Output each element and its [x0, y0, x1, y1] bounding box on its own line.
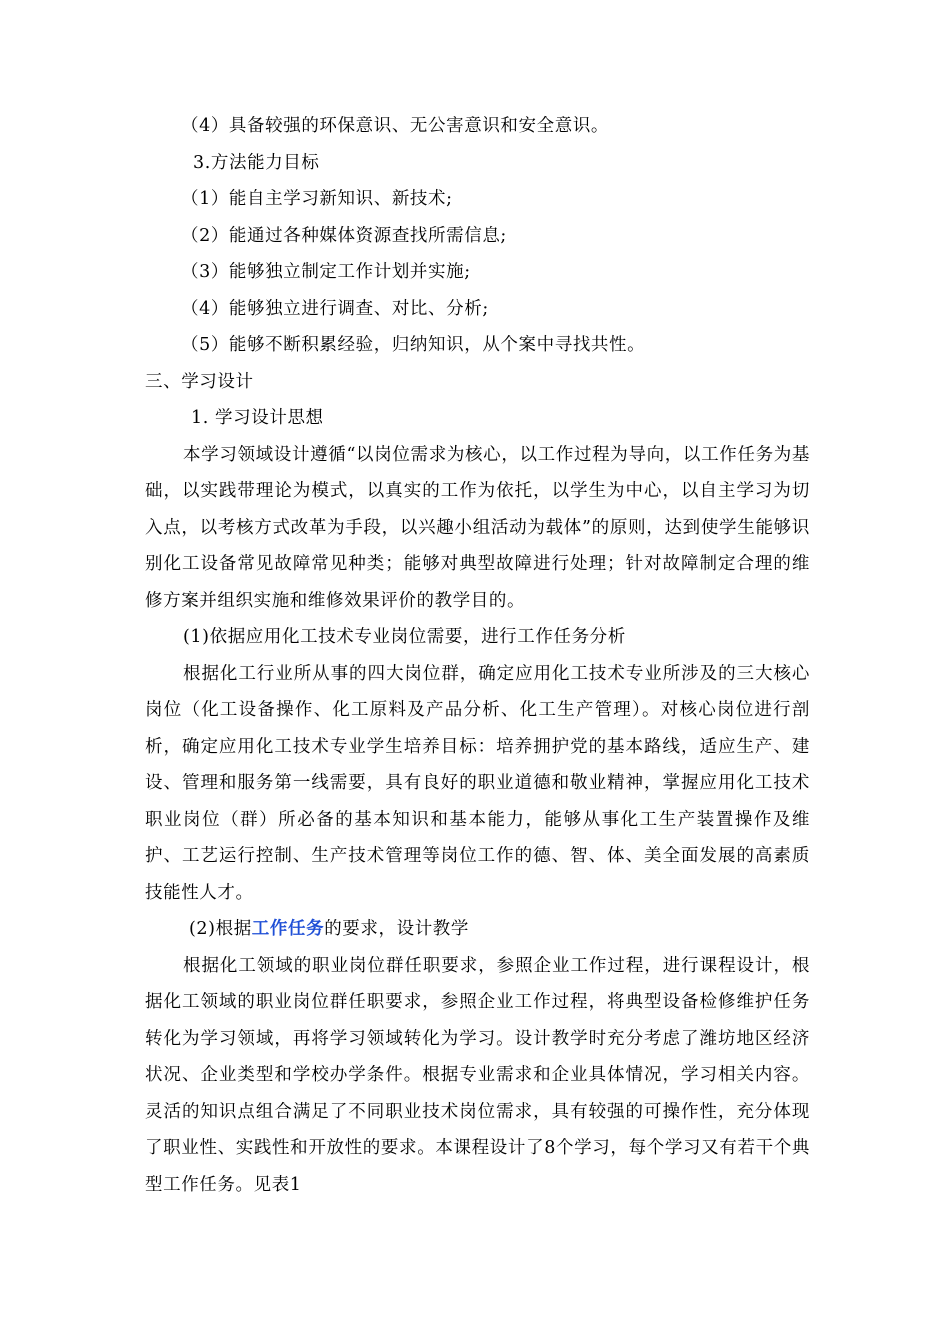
- attitude-item-4: （4）具备较强的环保意识、无公害意识和安全意识。: [181, 116, 610, 136]
- work-task-link[interactable]: 工作任务: [251, 919, 325, 939]
- method-item-5: （5）能够不断积累经验，归纳知识，从个案中寻找共性。: [181, 335, 646, 355]
- document-body: [145, 108, 810, 1203]
- subheading-suffix: 的要求，设计教学: [324, 919, 470, 939]
- method-item-1: （1）能自主学习新知识、新技术;: [181, 189, 453, 209]
- subheading-prefix: (2)根据: [189, 919, 252, 939]
- paragraph-task-analysis: 根据化工行业所从事的四大岗位群，确定应用化工技术专业所涉及的三大核心岗位（化工设备操作、化工原料及产品分析、化工生产管理）。对核心岗位进行剖析，确定应用化工技术专业学生培养目标：培养拥护党的基本路线，适应生产、建设、管理和服务第一线需要，具有良好的职业道德和敬业精神，掌握应用化工技术职业岗位（群）所必备的基本知识和基本能力，能够从事化工生产装置操作及维护、工艺运行控制、生产技术管理等岗位工作的德、智、体、美全面发展的高素质技能性人才。: [145, 663, 810, 903]
- method-item-3: （3）能够独立制定工作计划并实施;: [181, 262, 471, 282]
- subheading-task-analysis: (1)依据应用化工技术专业岗位需要，进行工作任务分析: [183, 627, 626, 647]
- subheading-teaching-design: [145, 911, 810, 948]
- method-item-2: （2）能通过各种媒体资源查找所需信息;: [181, 225, 507, 246]
- paragraph-teaching-design: 根据化工领域的职业岗位群任职要求，参照企业工作过程，进行课程设计，根据化工领域的职业岗位群任职要求，参照企业工作过程，将典型设备检修维护任务转化为学习领域，再将学习领域转化为学习。设计教学时充分考虑了潍坊地区经济状况、企业类型和学校办学条件。根据专业需求和企业具体情况，学习相关内容。灵活的知识点组合满足了不同职业技术岗位需求，具有较强的可操作性，充分体现了职业性、实践性和开放性的要求。本课程设计了8个学习，每个学习又有若干个典型工作任务。见表1: [145, 955, 810, 1195]
- paragraph-design-idea: 本学习领域设计遵循“以岗位需求为核心，以工作过程为导向，以工作任务为基础，以实践带理论为模式，以真实的工作为依托，以学生为中心，以自主学习为切入点，以考核方式改革为手段，以兴趣小组活动为载体”的原则，达到使学生能够识别化工设备常见故障常见种类；能够对典型故障进行处理；针对故障制定合理的维修方案并组织实施和维修效果评价的教学目的。: [145, 444, 810, 611]
- method-item-4: （4）能够独立进行调查、对比、分析;: [181, 298, 489, 319]
- subheading-design-idea: 1. 学习设计思想: [191, 408, 324, 428]
- section-heading-learning-design: 三、学习设计: [145, 371, 254, 392]
- section-heading-method-ability: 3.方法能力目标: [193, 152, 320, 173]
